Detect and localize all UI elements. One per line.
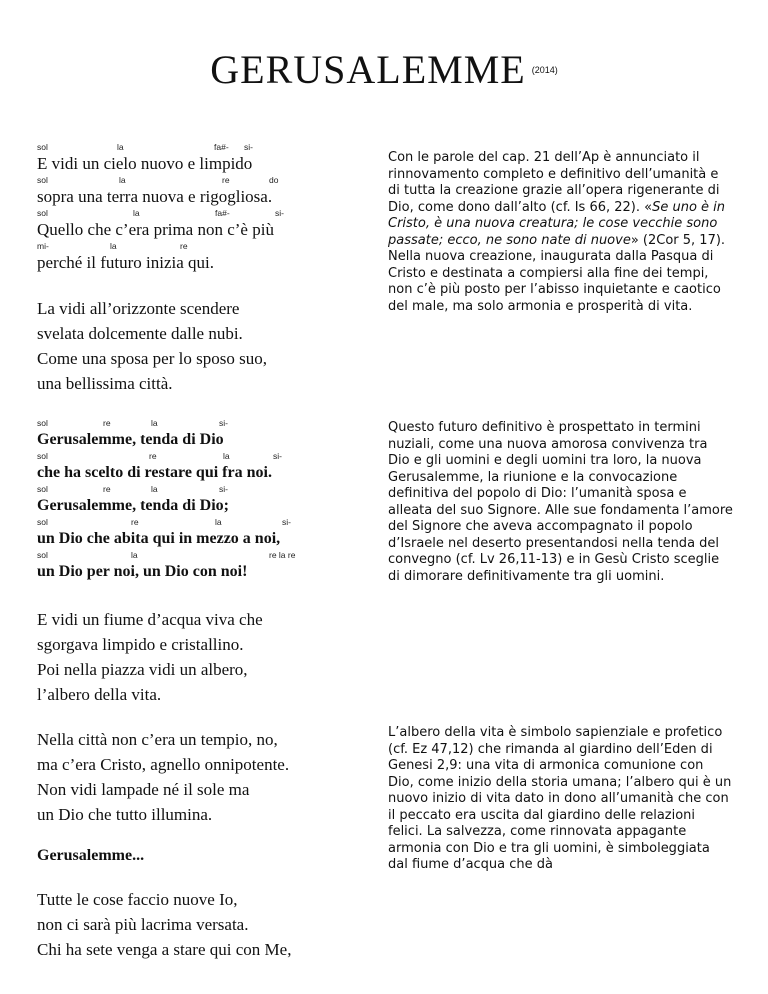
- chord: re: [149, 451, 157, 461]
- chord: fa#-: [215, 208, 230, 218]
- chord-line: [37, 484, 357, 495]
- chord-line: [37, 142, 357, 153]
- chord: fa#-: [214, 142, 229, 152]
- verse-2: [37, 296, 357, 396]
- chord-line: [37, 550, 357, 561]
- chord: la: [151, 484, 158, 494]
- chord-line: [37, 517, 357, 528]
- chord: re: [103, 418, 111, 428]
- chord: si-: [219, 484, 228, 494]
- lyric-line: Gerusalemme...: [37, 847, 145, 864]
- chord: sol: [37, 208, 48, 218]
- lyric-line: Gerusalemme, tenda di Dio: [37, 431, 224, 448]
- lyric-line: non ci sarà più lacrima versata.: [37, 915, 249, 934]
- chord: do: [269, 175, 279, 185]
- lyric-line: Quello che c’era prima non c’è più: [37, 220, 274, 239]
- commentary-paragraph-1: [388, 150, 733, 315]
- chord-line: [37, 208, 357, 219]
- chorus-reference: [37, 845, 357, 867]
- commentary-text: Questo futuro definitivo è prospettato in termini nuziali, come una nuova amorosa convivenza tra Dio e gli uomini e degli uomini tra loro, la nuova Gerusalemme, la riunione e la convocazione definitiva del popolo di Dio: l’umanità sposa e alleata del suo Signore. Alle sue fondamenta l’amore del Signore che aveva accompagnato il popolo d’Israele nel deserto presentandosi nella tenda del convegno (cf. Lv 26,11-13) e in Gesù Cristo sceglie di dimorare definitivamente tra gli uomini.: [388, 420, 733, 584]
- commentary-text: » (2Cor 5, 17). Nella nuova creazione, inaugurata dalla Pasqua di Cristo e destinata a compiersi alla fine dei tempi, non c’è più posto per l’abisso inquietante e caotico del male, ma solo armonia e prosperità di vita.: [388, 232, 726, 314]
- commentary-quote: Se uno è in Cristo, è una nuova creatura; le cose vecchie sono passate; ecco, ne sono nate di nuove: [388, 199, 726, 248]
- commentary-paragraph-2: [388, 420, 733, 585]
- chord: la: [131, 550, 138, 560]
- lyric-line: svelata dolcemente dalle nubi.: [37, 324, 243, 343]
- chord: sol: [37, 451, 48, 461]
- chord: re: [103, 484, 111, 494]
- lyric-line: E vidi un fiume d’acqua viva che: [37, 610, 263, 629]
- chord: si-: [219, 418, 228, 428]
- lyric-line: Chi ha sete venga a stare qui con Me,: [37, 940, 292, 959]
- lyric-line: Gerusalemme, tenda di Dio;: [37, 497, 229, 514]
- chord: re: [180, 241, 188, 251]
- chord: sol: [37, 550, 48, 560]
- lyric-line: Come una sposa per lo sposo suo,: [37, 349, 267, 368]
- chord: re: [131, 517, 139, 527]
- lyric-line: Poi nella piazza vidi un albero,: [37, 660, 248, 679]
- lyric-line: Non vidi lampade né il sole ma: [37, 780, 250, 799]
- verse-1: [37, 142, 357, 274]
- chord: si-: [273, 451, 282, 461]
- chord-line: [37, 451, 357, 462]
- chord: la: [151, 418, 158, 428]
- lyric-line: ma c’era Cristo, agnello onnipotente.: [37, 755, 290, 774]
- lyrics-column: [37, 142, 357, 962]
- chord: sol: [37, 517, 48, 527]
- chord: la: [119, 175, 126, 185]
- verse-4: [37, 727, 357, 827]
- lyric-line: Tutte le cose faccio nuove Io,: [37, 890, 238, 909]
- chord: la: [215, 517, 222, 527]
- lyric-line: perché il futuro inizia qui.: [37, 253, 215, 272]
- lyric-line: un Dio che abita qui in mezzo a noi,: [37, 530, 281, 547]
- lyric-line: sopra una terra nuova e rigogliosa.: [37, 187, 273, 206]
- chord: la: [133, 208, 140, 218]
- commentary-text: Con le parole del cap. 21 dell’Ap è annunciato il rinnovamento completo e definitivo dell’umanità e di tutta la creazione grazie all’opera rigenerante di Dio, come dono dall’alto (cf. Is 66, 22). «: [388, 150, 720, 215]
- chorus: [37, 418, 357, 583]
- chord-line: [37, 175, 357, 186]
- chord: si-: [244, 142, 253, 152]
- chord: re la re: [269, 550, 296, 560]
- verse-5: [37, 887, 357, 962]
- chord: sol: [37, 142, 48, 152]
- commentary-text: L’albero della vita è simbolo sapienziale e profetico (cf. Ez 47,12) che rimanda al giardino dell’Eden di Genesi 2,9: una vita di armonica comunione con Dio, come inizio della storia umana; l’albero qui è un nuovo inizio di vita dato in dono all’umanità che con il peccato era uscita dal giardino delle relazioni felici. La salvezza, come rinnovata appagante armonia con Dio e tra gli uomini, è simboleggiata dal fiume d’acqua che dà: [388, 725, 732, 872]
- chord: la: [110, 241, 117, 251]
- chord: la: [223, 451, 230, 461]
- lyric-line: l’albero della vita.: [37, 685, 162, 704]
- chord: si-: [282, 517, 291, 527]
- commentary-paragraph-3: [388, 725, 733, 874]
- lyric-line: un Dio che tutto illumina.: [37, 805, 213, 824]
- lyric-line: che ha scelto di restare qui fra noi.: [37, 464, 272, 481]
- lyric-line: La vidi all’orizzonte scendere: [37, 299, 240, 318]
- chord-line: [37, 418, 357, 429]
- lyric-line: sgorgava limpido e cristallino.: [37, 635, 244, 654]
- song-title: GERUSALEMME: [210, 47, 526, 92]
- chord: mi-: [37, 241, 49, 251]
- song-year: (2014): [531, 65, 558, 75]
- chord: sol: [37, 175, 48, 185]
- chord: sol: [37, 484, 48, 494]
- lyric-line: E vidi un cielo nuovo e limpido: [37, 154, 253, 173]
- lyric-line: una bellissima città.: [37, 374, 173, 393]
- chord: la: [117, 142, 124, 152]
- chord: sol: [37, 418, 48, 428]
- verse-3: [37, 607, 357, 707]
- lyric-line: un Dio per noi, un Dio con noi!: [37, 563, 248, 580]
- chord: re: [222, 175, 230, 185]
- chord: si-: [275, 208, 284, 218]
- lyric-line: Nella città non c’era un tempio, no,: [37, 730, 278, 749]
- page-header: [0, 46, 768, 93]
- chord-line: [37, 241, 357, 252]
